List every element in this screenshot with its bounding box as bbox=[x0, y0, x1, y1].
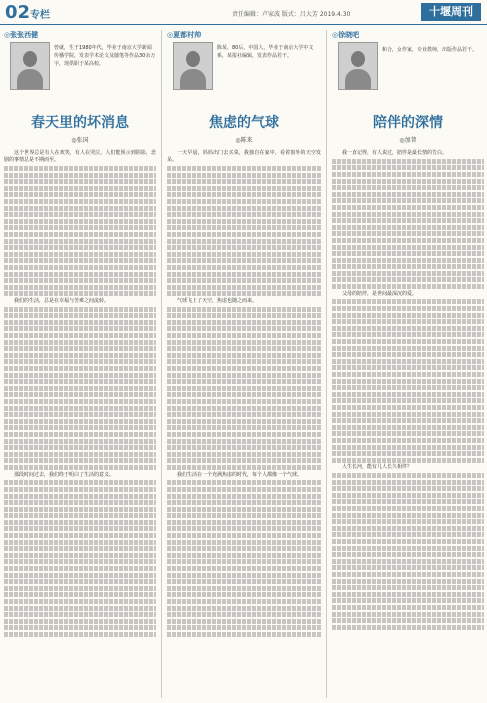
article-paragraph: 气球飞上了天空，焦虑也随之而来。 bbox=[177, 297, 258, 304]
article-byline: ◎加普 bbox=[399, 137, 417, 144]
article-paragraph: 人生长河，能有几人长久相伴？ bbox=[342, 464, 413, 471]
bio-text: 和合，女作家，专业教师，出版作品若干。 bbox=[382, 47, 478, 53]
article-title: 焦虑的气球 bbox=[209, 115, 279, 131]
bio-text: 曾就，生于1980年代，毕业于南京大学新闻传播学院，发表学术论文及随笔等作品30余万字，现供职于某高校。 bbox=[54, 45, 156, 67]
article-byline: ◎陈来 bbox=[235, 137, 253, 144]
article-paragraph: 一天早晨，妈妈出门去买菜，我独自在家中，看着窗外的天空发呆。 bbox=[167, 150, 321, 164]
bio-text: 陈某，80后，中国人，毕业于南京大学中文系，某报社编辑，发表作品若干。 bbox=[217, 45, 314, 59]
column-divider bbox=[161, 30, 162, 698]
editor-meta: 责任编辑：卢家波 版式：吕大芳 2019.4.30 bbox=[232, 11, 351, 18]
author-name: ◎夏都村帅 bbox=[167, 31, 202, 39]
author-photo bbox=[10, 42, 50, 90]
author-name: ◎张张西健 bbox=[4, 31, 39, 39]
author-bio bbox=[332, 30, 484, 98]
article-title: 春天里的坏消息 bbox=[31, 115, 129, 131]
article-paragraph: 我们生活在一个充满焦虑的时代，每个人都像一个气球。 bbox=[177, 471, 303, 478]
article-column-1 bbox=[4, 30, 156, 639]
author-name: ◎徐晓吧 bbox=[332, 31, 360, 39]
page-header bbox=[0, 0, 487, 25]
author-photo bbox=[338, 42, 378, 90]
section-label: 专栏 bbox=[30, 10, 50, 21]
article-byline: ◎张国 bbox=[71, 137, 89, 144]
article-paragraph: 那段时间过去，我们终于明白了生活的意义。 bbox=[14, 471, 115, 478]
page-number: 02 bbox=[5, 2, 31, 23]
article-paragraph: 这个世界总是有人在欢笑，有人在哭泣。人们能预示到阴影，悲剧的事情总是不期而至。 bbox=[4, 150, 156, 164]
author-photo bbox=[173, 42, 213, 90]
author-bio bbox=[167, 30, 321, 98]
author-bio bbox=[4, 30, 156, 98]
article-paragraph: 我一直记得，有人说过，陪伴是最长情的告白。 bbox=[342, 150, 448, 156]
article-paragraph: 父母的陪伴，是世间最深沉的爱。 bbox=[342, 290, 418, 297]
article-column-3 bbox=[332, 30, 484, 631]
article-title: 陪伴的深情 bbox=[373, 115, 443, 131]
column-divider bbox=[326, 30, 327, 698]
publication-brand: 十堰周刊 bbox=[421, 3, 481, 21]
article-paragraph: 我们的生活，总是在幸福与苦难之间流转。 bbox=[14, 297, 110, 304]
article-column-2 bbox=[167, 30, 321, 639]
